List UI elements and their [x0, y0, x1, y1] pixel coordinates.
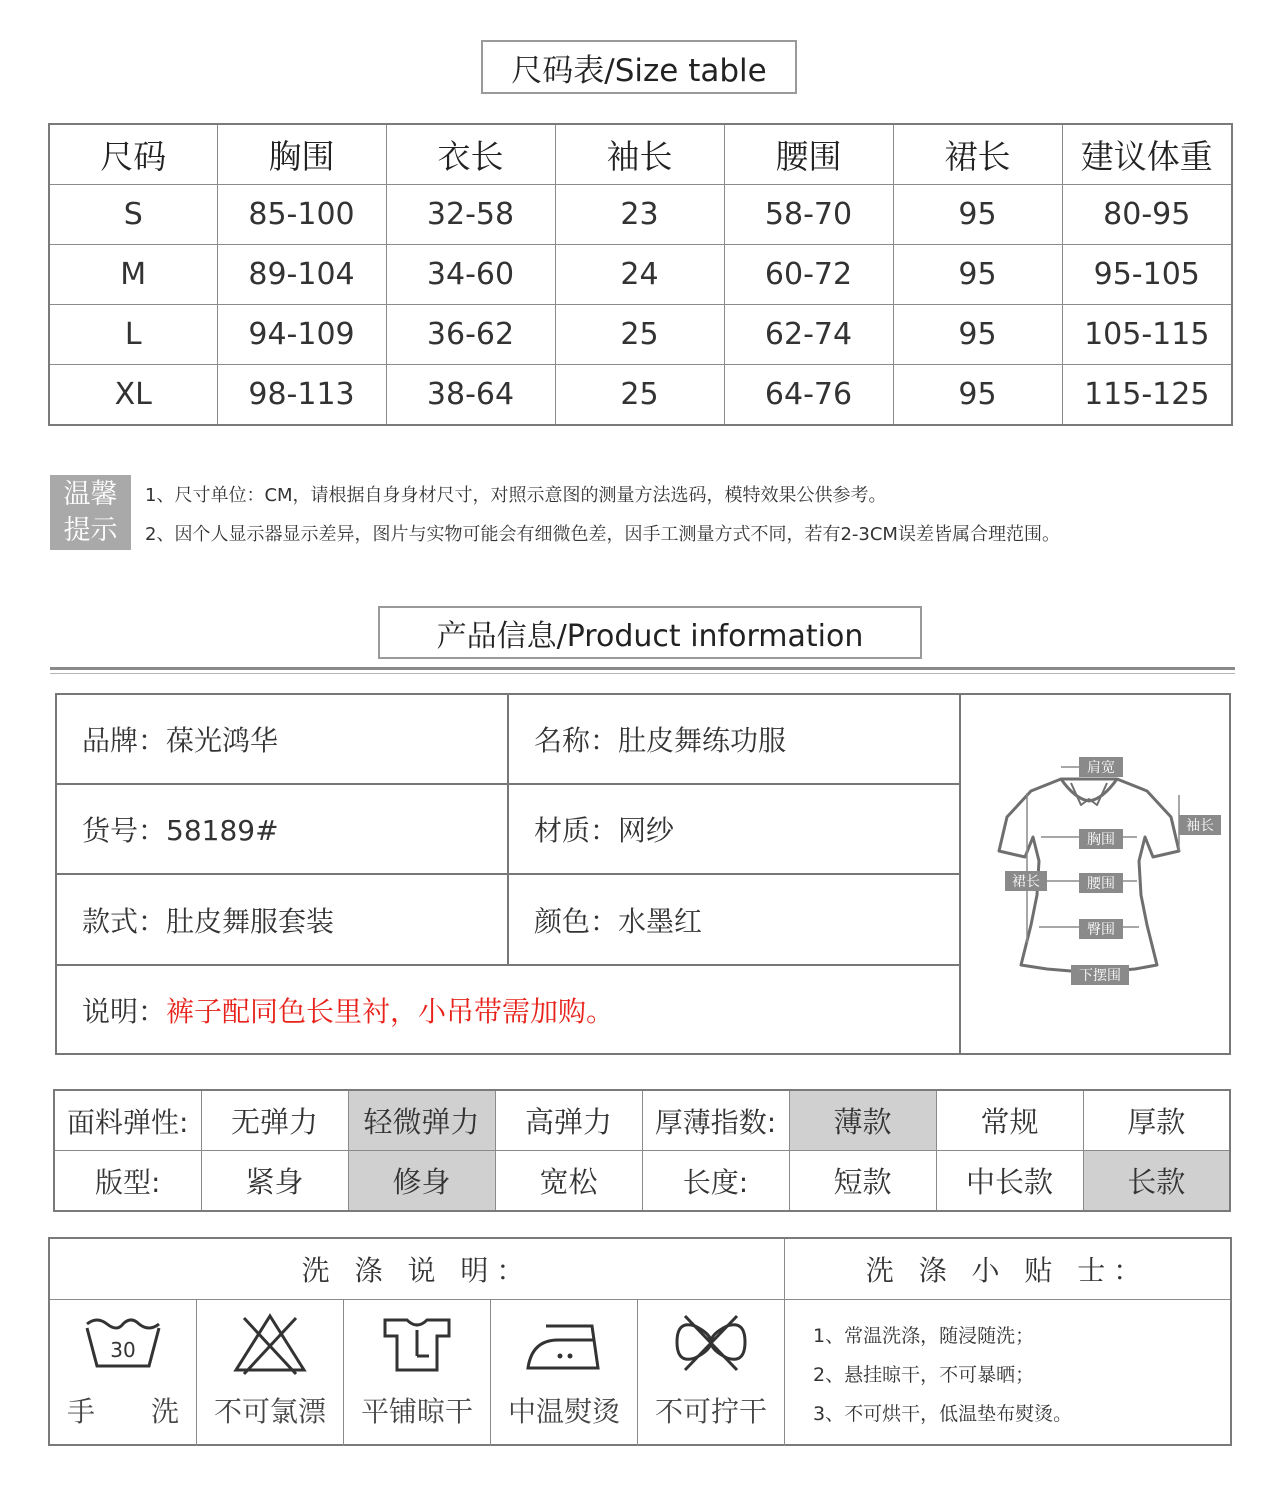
notice-tag-line: 提示 — [63, 515, 118, 546]
no-bleach-icon — [230, 1312, 310, 1376]
product-info-title — [378, 606, 922, 659]
fit-option: 宽松 — [495, 1151, 642, 1212]
elasticity-option-selected: 轻微弹力 — [348, 1090, 495, 1151]
diagram-label-hem: 下摆围 — [1079, 968, 1121, 984]
length-label: 长度: — [642, 1151, 789, 1212]
wash-icon-cell — [344, 1300, 491, 1446]
table-cell: 115-125 — [1062, 365, 1232, 426]
wash-temperature: 30 — [110, 1338, 136, 1362]
size-table-title — [481, 40, 797, 94]
fit-option-selected: 修身 — [348, 1151, 495, 1212]
header-cell: 尺码 — [49, 124, 217, 185]
elasticity-option: 高弹力 — [495, 1090, 642, 1151]
table-cell: M — [49, 245, 217, 305]
header-cell: 腰围 — [724, 124, 893, 185]
diagram-label-chest: 胸围 — [1087, 832, 1115, 848]
table-cell: 95 — [893, 245, 1062, 305]
table-cell: 95-105 — [1062, 245, 1232, 305]
note-label: 说明： — [82, 994, 167, 1028]
elasticity-option: 无弹力 — [201, 1090, 348, 1151]
attributes-table — [53, 1089, 1231, 1212]
table-cell: 32-58 — [386, 185, 555, 245]
name-field: 名称：肚皮舞练功服 — [509, 695, 961, 785]
notice-tag-line: 温馨 — [63, 479, 118, 510]
thickness-option: 厚款 — [1083, 1090, 1230, 1151]
color-field: 颜色：水墨红 — [509, 875, 961, 966]
table-cell: 62-74 — [724, 305, 893, 365]
notice-line-2: 2、因个人显示器显示差异，图片与实物可能会有细微色差，因手工测量方式不同，若有2-3CM误差皆属合理范围。 — [145, 524, 1060, 545]
thickness-option-selected: 薄款 — [789, 1090, 936, 1151]
header-cell: 胸围 — [217, 124, 386, 185]
diagram-label-shoulder: 肩宽 — [1087, 760, 1115, 776]
notice-line-1: 1、尺寸单位：CM，请根据自身身材尺寸，对照示意图的测量方法选码，模特效果公供参考。 — [145, 485, 887, 506]
wash-icon-label: 中温熨烫 — [507, 1395, 620, 1428]
divider — [50, 673, 1235, 674]
garment-measurement-diagram — [961, 695, 1229, 1053]
dry-flat-icon — [377, 1312, 457, 1376]
no-wring-icon — [671, 1312, 751, 1376]
table-cell: L — [49, 305, 217, 365]
divider — [50, 667, 1235, 670]
item-number-field: 货号：58189# — [57, 785, 509, 875]
table-cell: 25 — [555, 305, 724, 365]
wash-tip: 3、不可烘干，低温垫布熨烫。 — [813, 1403, 1073, 1425]
table-cell: 60-72 — [724, 245, 893, 305]
length-option: 短款 — [789, 1151, 936, 1212]
table-cell: 64-76 — [724, 365, 893, 426]
diagram-label-length: 裙长 — [1012, 874, 1040, 890]
table-row — [49, 305, 1232, 365]
product-info-panel — [55, 693, 1231, 1055]
table-cell: 58-70 — [724, 185, 893, 245]
table-cell: 34-60 — [386, 245, 555, 305]
header-cell: 裙长 — [893, 124, 1062, 185]
notice-tag — [50, 475, 131, 550]
fit-label: 版型: — [54, 1151, 201, 1212]
table-row — [49, 245, 1232, 305]
size-table-title-text: 尺码表/Size table — [511, 52, 767, 89]
size-table — [48, 123, 1233, 426]
attributes-row — [54, 1090, 1230, 1151]
table-cell: 38-64 — [386, 365, 555, 426]
wash-icon-cell — [491, 1300, 638, 1446]
table-cell: 89-104 — [217, 245, 386, 305]
wash-icon-label: 手 洗 — [66, 1395, 179, 1428]
attributes-row — [54, 1151, 1230, 1212]
wash-icon-label: 平铺晾干 — [360, 1395, 473, 1428]
header-cell: 衣长 — [386, 124, 555, 185]
diagram-label-hip: 臀围 — [1087, 922, 1115, 938]
product-info-title-text: 产品信息/Product information — [436, 618, 864, 654]
wash-instructions-title: 洗 涤 说 明： — [50, 1239, 785, 1300]
thickness-option: 常规 — [936, 1090, 1083, 1151]
table-cell: 85-100 — [217, 185, 386, 245]
material-field: 材质：网纱 — [509, 785, 961, 875]
fit-option: 紧身 — [201, 1151, 348, 1212]
table-cell: 36-62 — [386, 305, 555, 365]
note-text: 裤子配同色长里衬，小吊带需加购。 — [166, 994, 615, 1028]
thickness-label: 厚薄指数: — [642, 1090, 789, 1151]
header-cell: 袖长 — [555, 124, 724, 185]
table-cell: 98-113 — [217, 365, 386, 426]
table-cell: 23 — [555, 185, 724, 245]
length-option-selected: 长款 — [1083, 1151, 1230, 1212]
table-cell: 25 — [555, 365, 724, 426]
table-cell: 80-95 — [1062, 185, 1232, 245]
table-cell: XL — [49, 365, 217, 426]
table-cell: 94-109 — [217, 305, 386, 365]
diagram-label-sleeve: 袖长 — [1186, 818, 1214, 834]
brand-field: 品牌：葆光鸿华 — [57, 695, 509, 785]
size-table-header-row — [49, 124, 1232, 185]
table-cell: 95 — [893, 365, 1062, 426]
table-cell: 24 — [555, 245, 724, 305]
wash-icon-cell — [50, 1300, 197, 1446]
wash-icon-label: 不可氯漂 — [213, 1395, 326, 1428]
table-cell: S — [49, 185, 217, 245]
length-option: 中长款 — [936, 1151, 1083, 1212]
dress-diagram-icon — [961, 695, 1229, 1053]
header-cell: 建议体重 — [1062, 124, 1232, 185]
elasticity-label: 面料弹性: — [54, 1090, 201, 1151]
iron-medium-icon — [524, 1312, 604, 1376]
wash-tips-title: 洗 涤 小 贴 士： — [785, 1239, 1230, 1300]
hand-wash-30-icon — [83, 1312, 163, 1376]
wash-icon-cell — [638, 1300, 785, 1446]
style-field: 款式：肚皮舞服套装 — [57, 875, 509, 966]
wash-icon-cell — [197, 1300, 344, 1446]
wash-icon-label: 不可拧干 — [654, 1395, 767, 1428]
wash-section — [48, 1237, 1232, 1446]
table-cell: 105-115 — [1062, 305, 1232, 365]
table-cell: 95 — [893, 305, 1062, 365]
wash-tip: 2、悬挂晾干，不可暴晒； — [813, 1364, 1035, 1386]
diagram-label-waist: 腰围 — [1087, 876, 1115, 892]
table-cell: 95 — [893, 185, 1062, 245]
table-row — [49, 365, 1232, 426]
note-field — [57, 966, 961, 1053]
wash-tips-list — [813, 1317, 1072, 1434]
wash-tip: 1、常温洗涤，随浸随洗； — [813, 1325, 1035, 1347]
table-row — [49, 185, 1232, 245]
